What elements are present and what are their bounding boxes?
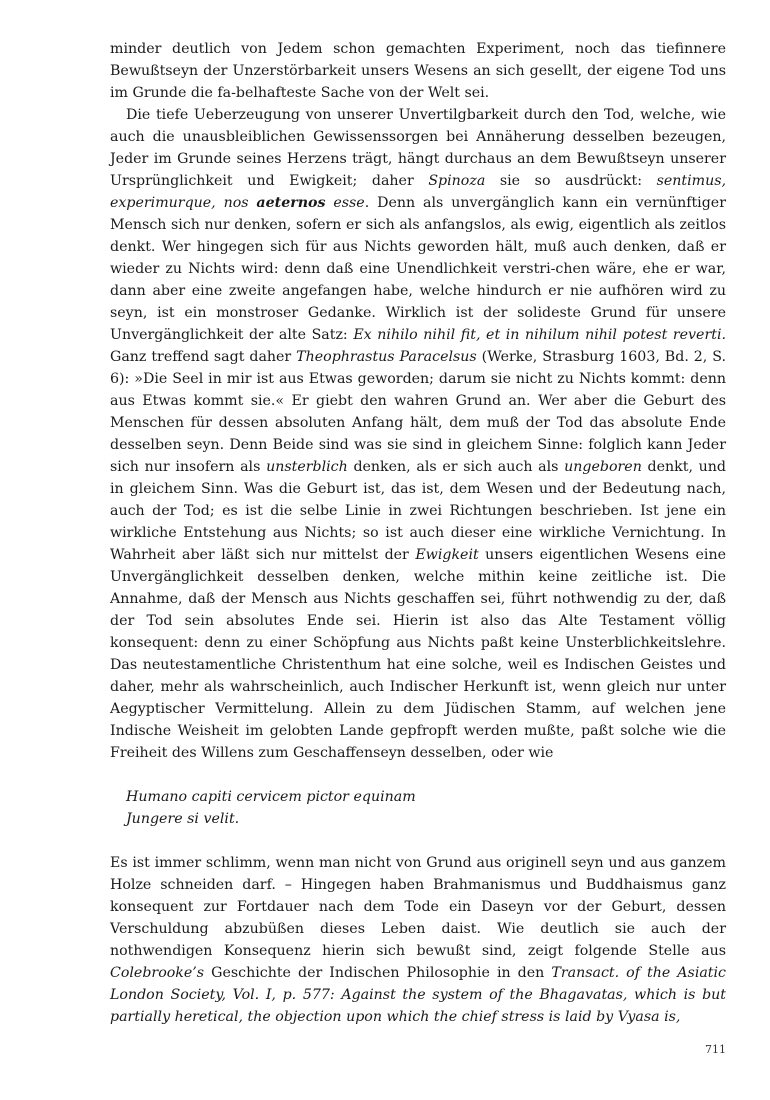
italic-run: unsterblich (266, 459, 348, 475)
text-run: minder deutlich von Jedem schon gemachten Experiment, noch das tiefinnere Bewußtseyn der Unzerstörbarkeit unsers Wesens an sich gesellt, der eigene Tod uns im Grunde die fa-belhafteste Sache von der Welt sei. (110, 41, 726, 101)
verse-line: Humano capiti cervicem pictor equinam (126, 789, 416, 805)
paragraph-2 (110, 104, 726, 764)
italic-run: Spinoza (428, 173, 486, 189)
paragraph-3 (110, 852, 726, 1028)
text-run: denkt, und in gleichem Sinn. Was die Geburt ist, das ist, dem Wesen und der Bedeutung nach, auch der Tod; es ist die selbe Linie in zwei Richtungen beschrieben. Ist jene ein wirkliche Entstehung aus Nichts; so ist auch dieser eine wirkliche Vernichtung. In Wahrheit aber läßt sich nur mittelst der (110, 459, 726, 563)
text-run: (Werke, Strasburg 1603, Bd. 2, S. 6): »Die Seel in mir ist aus Etwas geworden; darum sie nicht zu Nichts kommt: denn aus Etwas kommt sie.« Er giebt den wahren Grund an. Wer aber die Geburt des Menschen für dessen absoluten Anfang hält, dem muß der Tod das absolute Ende desselben seyn. Denn Beide sind was sie sind in gleichem Sinne: folglich kann Jeder sich nur insofern als (110, 349, 726, 475)
verse-quotation (110, 786, 726, 830)
text-run: . Denn als unvergänglich kann ein vernünftiger Mensch sich nur denken, sofern er sich als anfangslos, als ewig, eigentlich als zeitlos denkt. Wer hingegen sich für aus Nichts geworden hält, muß auch denken, daß er wieder zu Nichts wird: denn daß eine Unendlichkeit verstri-chen wäre, ehe er war, dann aber eine zweite angefangen habe, welche hindurch er nie aufhören wird zu seyn, ist ein monstroser Gedanke. Wirklich ist der solideste Grund für unsere Unvergänglichkeit der alte Satz: (110, 195, 726, 343)
text-run: Die tiefe Ueberzeugung von unserer Unvertilgbarkeit durch den Tod, welche, wie auch die unausbleiblichen Gewissenssorgen bei Annäherung desselben bezeugen, Jeder im Grunde seines Herzens trägt, hängt durchaus an dem Bewußtseyn unserer Ursprünglichkeit und Ewigkeit; daher (110, 107, 726, 189)
text-run: Geschichte der Indischen Philosophie in den (204, 965, 552, 981)
page-number: 711 (705, 1043, 726, 1056)
italic-run: Ewigkeit (415, 547, 479, 563)
italic-run: Ex nihilo nihil fit, et in nihilum nihil potest reverti. (353, 327, 726, 343)
text-run: denken, als er sich auch als (347, 459, 565, 475)
page-body (110, 38, 726, 1028)
text-run: sie so ausdrückt: (485, 173, 657, 189)
italic-run: Transact. of the Asiatic London Society, Vol. I, p. 577: Against the system of the Bhagavatas, which is but partially heretical, the objection upon which the chief stress is laid by Vyasa is, (110, 965, 726, 1025)
italic-run: Colebrooke’s (110, 965, 205, 981)
text-run: unsers eigentlichen Wesens eine Unvergänglichkeit desselben denken, welche mithin keine zeitliche ist. Die Annahme, daß der Mensch aus Nichts geschaffen sei, führt nothwendig zu der, daß der Tod sein absolutes Ende sei. Hierin ist also das Alte Testament völlig konsequent: denn zu einer Schöpfung aus Nichts paßt keine Unsterblichkeitslehre. Das neutestamentliche Christenthum hat eine solche, weil es Indischen Geistes und daher, mehr als wahrscheinlich, auch Indischer Herkunft ist, wenn gleich nur unter Aegyptischer Vermittelung. Allein zu dem Jüdischen Stamm, auf welchen jene Indische Weisheit im gelobten Lande gepfropft werden mußte, paßt solche wie die Freiheit des Willens zum Geschaffenseyn desselben, oder wie (110, 547, 726, 761)
paragraph-1 (110, 38, 726, 104)
spacer (110, 764, 726, 786)
spacer (110, 830, 726, 852)
verse-line: Jungere si velit. (126, 811, 240, 827)
italic-run: sentimus, experimurque, nos (110, 173, 727, 211)
italic-run: Theophrastus Paracelsus (296, 349, 477, 365)
italic-run: esse (325, 195, 365, 211)
italic-run: ungeboren (564, 459, 642, 475)
text-run: Es ist immer schlimm, wenn man nicht von Grund aus originell seyn und aus ganzem Holze schneiden darf. – Hingegen haben Brahmanismus und Buddhaismus ganz konsequent zur Fortdauer nach dem Tode ein Daseyn vor der Geburt, dessen Verschuldung abzubüßen dieses Leben daist. Wie deutlich sie auch der nothwendigen Konsequenz hierin sich bewußt sind, zeigt folgende Stelle aus (110, 855, 726, 959)
text-run: Ganz treffend sagt daher (110, 349, 297, 365)
bold-italic-run: aeternos (256, 195, 326, 211)
